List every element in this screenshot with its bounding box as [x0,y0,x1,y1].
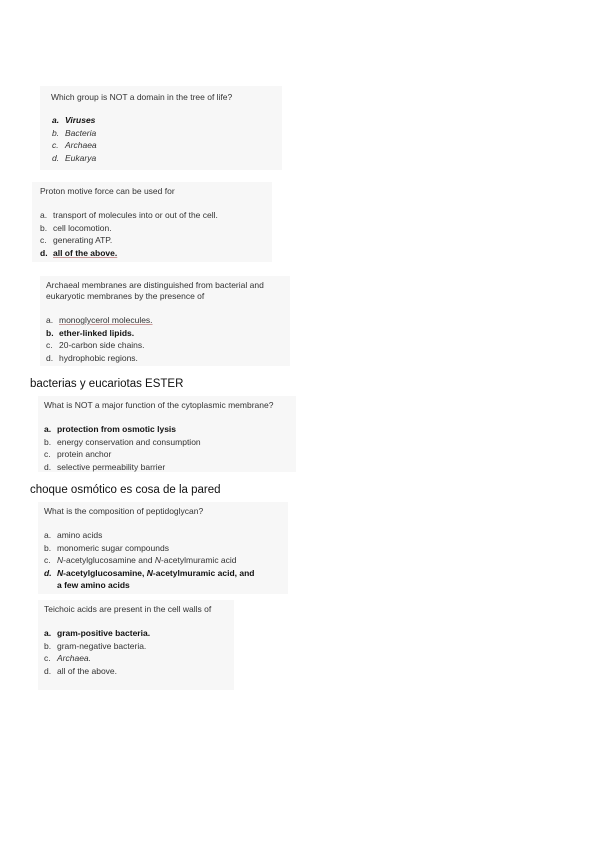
option-b: b. cell locomotion. [40,222,112,233]
question-text: Which group is NOT a domain in the tree of life? [51,92,233,102]
option-b: b. energy conservation and consumption [44,436,201,447]
option-a: a. transport of molecules into or out of the cell. [40,210,218,220]
question-block-4 [38,396,296,472]
option-b: b. gram-negative bacteria. [44,640,147,651]
option-d: d. Eukarya [52,152,97,163]
option-c: c. Archaea [52,140,97,150]
option-c: c. protein anchor [44,449,112,459]
option-a-answer: a. Viruses [52,115,96,125]
question-text-line2: eukaryotic membranes by the presence of [46,291,205,301]
question-block-1 [40,86,282,170]
question-text: What is NOT a major function of the cytoplasmic membrane? [44,400,274,410]
option-c: c. generating ATP. [40,235,113,245]
option-a-answer: a. gram-positive bacteria. [44,628,151,638]
question-text: What is the composition of peptidoglycan? [44,506,204,516]
option-b-answer: b. ether-linked lipids. [46,327,135,338]
question-block-2 [32,182,272,262]
option-d-answer: d. all of the above. [40,247,118,258]
option-a-answer: a. protection from osmotic lysis [44,424,177,434]
option-d: d. all of the above. [44,665,118,676]
option-b: b. Bacteria [52,127,97,138]
question-block-3 [40,276,290,366]
note-2: choque osmótico es cosa de la pared [30,484,221,496]
option-b: b. monomeric sugar compounds [44,542,169,553]
question-text: Proton motive force can be used for [40,186,175,196]
note-1: bacterias y eucariotas ESTER [30,378,184,390]
question-text-line1: Archaeal membranes are distinguished from bacterial and [46,280,264,290]
option-c: c. 20-carbon side chains. [46,340,145,350]
option-c: c. N-acetylglucosamine and N-acetylmuramic acid [44,555,237,565]
option-c: c. Archaea. [44,653,92,663]
option-d: d. hydrophobic regions. [46,352,138,363]
option-d-answer: d. N-acetylglucosamine, N-acetylmuramic acid, and a few amino acids [44,567,255,590]
option-a: a. monoglycerol molecules. [46,315,153,325]
option-a: a. amino acids [44,530,103,540]
option-d: d. selective permeability barrier [44,461,166,472]
question-block-6 [38,600,234,690]
question-text: Teichoic acids are present in the cell walls of [44,604,212,614]
question-block-5 [38,502,288,594]
